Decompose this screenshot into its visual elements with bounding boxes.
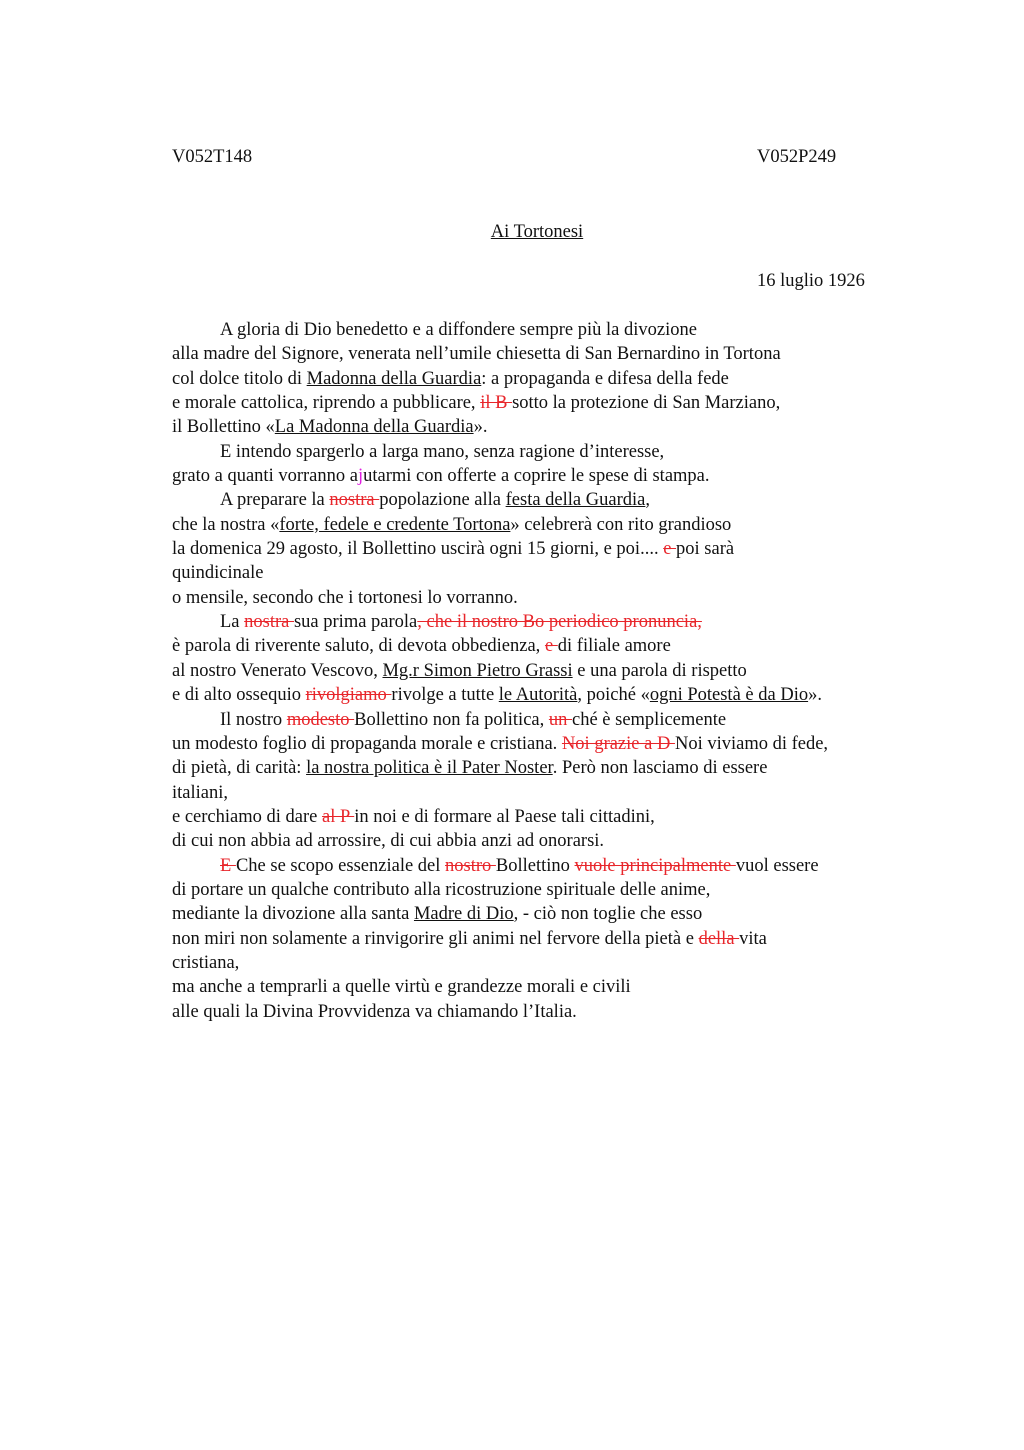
text-line: un modesto foglio di propaganda morale e cristiana. Noi grazie a D Noi viviamo di fede, bbox=[172, 733, 829, 754]
text-line: o mensile, secondo che i tortonesi lo vorranno. bbox=[172, 587, 518, 608]
underlined-text: la nostra politica è il Pater Noster bbox=[306, 758, 553, 779]
text-line: mediante la divozione alla santa Madre di Dio, - ciò non toglie che esso bbox=[172, 904, 703, 925]
deleted-text: nostra bbox=[329, 490, 380, 511]
text-line: A gloria di Dio benedetto e a diffondere sempre più la divozione bbox=[220, 320, 697, 340]
deleted-text: della bbox=[698, 928, 740, 949]
underlined-text: forte, fedele e credente Tortona bbox=[279, 514, 511, 535]
underlined-text: le Autorità bbox=[498, 685, 578, 706]
letter-body bbox=[172, 318, 972, 1024]
text-line: di portare un qualche contributo alla ricostruzione spirituale delle anime, bbox=[172, 879, 711, 900]
text-line: alla madre del Signore, venerata nell’umile chiesetta di San Bernardino in Tortona bbox=[172, 344, 781, 365]
text-line: quindicinale bbox=[172, 563, 264, 584]
deleted-text: un bbox=[548, 709, 572, 730]
deleted-text: E bbox=[220, 855, 236, 876]
deleted-text: e bbox=[544, 636, 558, 657]
text-line: al nostro Venerato Vescovo, Mg.r Simon Pietro Grassi e una parola di rispetto bbox=[172, 660, 747, 681]
inserted-text: j bbox=[357, 466, 364, 487]
underlined-text: ogni Potestà è da Dio bbox=[649, 685, 809, 706]
deleted-text: al P bbox=[321, 806, 355, 827]
deleted-text: rivolgiamo bbox=[305, 685, 392, 706]
page-title: Ai Tortonesi bbox=[490, 222, 584, 242]
deleted-text: vuole principalmente bbox=[574, 855, 736, 876]
underlined-text: Mg.r Simon Pietro Grassi bbox=[382, 660, 573, 681]
text-line: alle quali la Divina Provvidenza va chiamando l’Italia. bbox=[172, 1001, 577, 1022]
deleted-text: nostra bbox=[244, 612, 294, 633]
letter-date: 16 luglio 1926 bbox=[757, 271, 865, 291]
text-line: di cui non abbia ad arrossire, di cui abbia anzi ad onorarsi. bbox=[172, 831, 605, 852]
text-line: cristiana, bbox=[172, 952, 240, 973]
text-line: e morale cattolica, riprendo a pubblicare, il B sotto la protezione di San Marziano, bbox=[172, 393, 781, 414]
deleted-text: , che il nostro Bo periodico pronuncia, bbox=[417, 612, 702, 633]
text-line: E Che se scopo essenziale del nostro Bollettino vuole principalmente vuol essere bbox=[220, 855, 819, 876]
text-line: ma anche a temprarli a quelle virtù e grandezze morali e civili bbox=[172, 977, 631, 998]
text-line: Il nostro modesto Bollettino non fa politica, un ché è semplicemente bbox=[220, 709, 727, 730]
text-line: grato a quanti vorranno ajutarmi con offerte a coprire le spese di stampa. bbox=[172, 466, 710, 487]
text-line: il Bollettino «La Madonna della Guardia». bbox=[172, 417, 488, 438]
underlined-text: La Madonna della Guardia bbox=[274, 417, 474, 438]
deleted-text: modesto bbox=[286, 709, 355, 730]
text-line: e di alto ossequio rivolgiamo rivolge a tutte le Autorità, poiché «ogni Potestà è da Dio». bbox=[172, 685, 822, 706]
underlined-text: Madre di Dio bbox=[413, 904, 514, 925]
text-line: A preparare la nostra popolazione alla festa della Guardia, bbox=[220, 490, 650, 511]
deleted-text: il B bbox=[480, 393, 513, 414]
document-ref-right: V052P249 bbox=[757, 147, 837, 167]
text-line: e cerchiamo di dare al P in noi e di formare al Paese tali cittadini, bbox=[172, 806, 655, 827]
text-line: E intendo spargerlo a larga mano, senza ragione d’interesse, bbox=[220, 441, 665, 462]
text-line: è parola di riverente saluto, di devota obbedienza, e di filiale amore bbox=[172, 636, 671, 657]
deleted-text: nostro bbox=[445, 855, 496, 876]
text-line: col dolce titolo di Madonna della Guardia: a propaganda e difesa della fede bbox=[172, 368, 729, 389]
document-ref-left: V052T148 bbox=[172, 147, 253, 167]
deleted-text: e bbox=[663, 539, 677, 560]
text-line: la domenica 29 agosto, il Bollettino uscirà ogni 15 giorni, e poi.... e poi sarà bbox=[172, 539, 735, 560]
deleted-text: Noi grazie a D bbox=[561, 733, 675, 754]
text-line: La nostra sua prima parola, che il nostro Bo periodico pronuncia, bbox=[220, 612, 702, 633]
underlined-text: Madonna della Guardia bbox=[306, 368, 482, 389]
underlined-text: festa della Guardia bbox=[505, 490, 646, 511]
text-line: non miri non solamente a rinvigorire gli animi nel fervore della pietà e della vita bbox=[172, 928, 767, 949]
text-line: che la nostra «forte, fedele e credente Tortona» celebrerà con rito grandioso bbox=[172, 514, 732, 535]
text-line: di pietà, di carità: la nostra politica è il Pater Noster. Però non lasciamo di essere bbox=[172, 758, 768, 779]
text-line: italiani, bbox=[172, 782, 228, 803]
